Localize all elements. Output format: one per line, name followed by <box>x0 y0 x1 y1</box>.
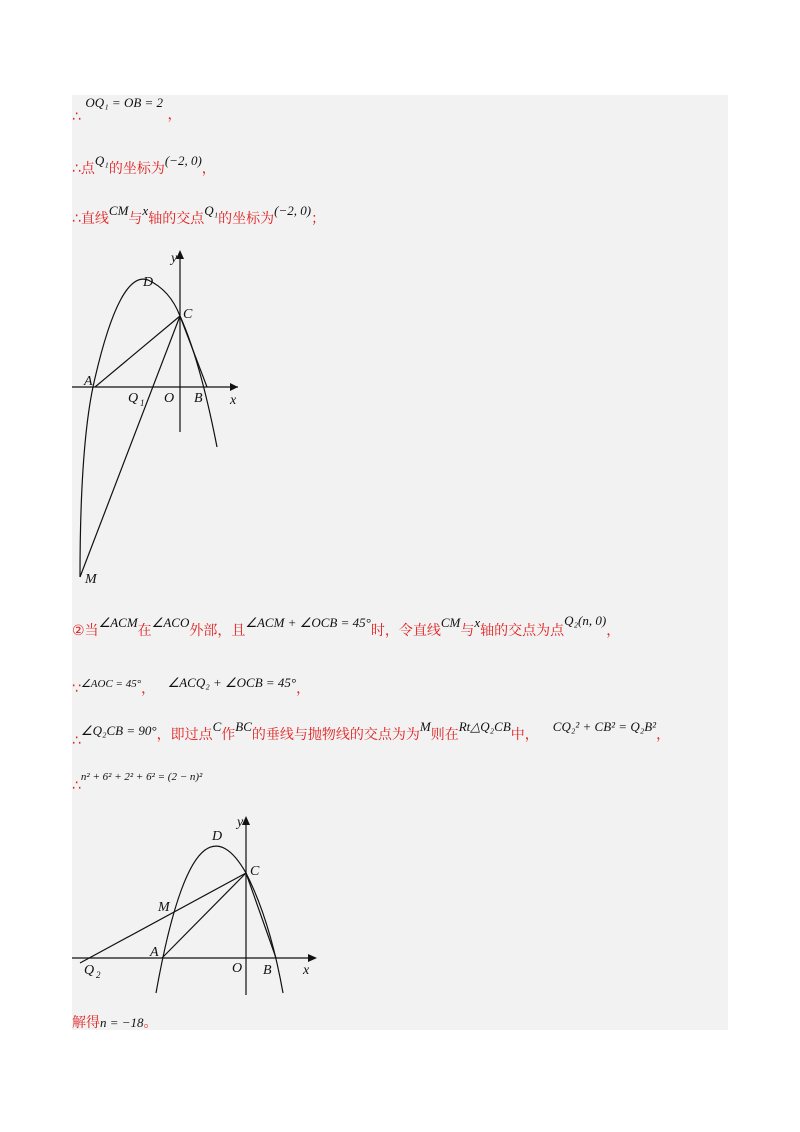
punctuation: ， <box>296 681 311 697</box>
label-d: D <box>212 829 223 844</box>
math-right-angle: ∠Q₂CB = 90° <box>80 723 157 738</box>
math-q1: Q₁ <box>94 153 109 168</box>
math-coord: (−2, 0) <box>274 203 312 218</box>
figure-2 <box>72 812 322 998</box>
label-y: y <box>171 251 178 266</box>
math-cm: CM <box>440 615 461 630</box>
text: ∴直线 <box>72 211 109 227</box>
text: 在 <box>137 623 152 639</box>
label-c: C <box>183 307 193 322</box>
text: 与 <box>128 211 143 227</box>
label-x: x <box>230 393 237 408</box>
segment-cb <box>246 873 276 958</box>
math-angle-aco: ∠ACO <box>151 615 190 630</box>
label-b: B <box>263 963 272 978</box>
text: 则在 <box>430 727 459 743</box>
math-rt-triangle: Rt△Q₂CB <box>458 719 511 734</box>
label-d: D <box>143 275 154 290</box>
math-condition: ∠ACM + ∠OCB = 45° <box>245 615 371 630</box>
label-a: A <box>84 374 93 389</box>
label-a: A <box>150 945 159 960</box>
label-c: C <box>250 864 260 879</box>
math-angle-acm: ∠ACM <box>98 615 138 630</box>
text: ②当 <box>72 623 99 639</box>
math-m: M <box>419 719 431 734</box>
label-q1: Q <box>128 391 139 406</box>
label-y: y <box>237 815 244 830</box>
punctuation: ， <box>167 107 182 123</box>
math-solution: n = −18 <box>100 1015 144 1030</box>
text: 与 <box>460 623 475 639</box>
line-5 <box>72 672 311 697</box>
label-m: M <box>85 572 97 587</box>
segment-q2c <box>80 873 246 963</box>
punctuation: ； <box>311 211 326 227</box>
punctuation: ， <box>606 623 621 639</box>
line-2 <box>72 153 216 178</box>
line-3 <box>72 203 326 228</box>
math-q2: Q₂(n, 0) <box>564 613 607 628</box>
label-x: x <box>303 963 310 978</box>
x-axis-arrow <box>230 383 238 391</box>
segment-mc <box>80 316 180 577</box>
parabola <box>80 279 217 577</box>
therefore-symbol: ∴ <box>72 778 81 794</box>
math-cm: CM <box>108 203 129 218</box>
punctuation: ， <box>656 727 671 743</box>
text: 解得 <box>72 1015 100 1031</box>
punctuation: ， <box>201 161 216 177</box>
math-angle-sum: ∠ACQ₂ + ∠OCB = 45° <box>167 675 297 690</box>
therefore-symbol: ∴ <box>72 733 81 749</box>
line-8 <box>72 1012 158 1032</box>
text: 轴的交点为点 <box>480 623 565 639</box>
text: 的坐标为 <box>108 161 165 177</box>
label-q2-sub: 2 <box>96 970 101 980</box>
text: 中， <box>510 727 539 743</box>
line-6 <box>72 719 671 749</box>
math-x: x <box>474 615 481 630</box>
therefore-symbol: ∴ <box>72 109 81 125</box>
math-coord: (−2, 0) <box>164 153 202 168</box>
line-1 <box>72 95 182 125</box>
text: 的坐标为 <box>218 211 275 227</box>
text: ∴点 <box>72 161 95 177</box>
math-pythagoras: CQ₂² + CB² = Q₂B² <box>552 719 657 734</box>
label-b: B <box>194 391 203 406</box>
text: 的垂线与抛物线的交点为为 <box>251 727 420 743</box>
math-angle-aoc: ∠AOC = 45° <box>80 678 142 690</box>
because-symbol: ∵ <box>72 681 81 697</box>
equation-oq1-ob: OQ₁ = OB = 2 <box>85 95 164 110</box>
math-q1: Q₁ <box>204 203 219 218</box>
line-7 <box>72 768 203 794</box>
text: 作 <box>221 727 236 743</box>
text: 时，令直线 <box>370 623 441 639</box>
label-q1-sub: 1 <box>140 398 145 408</box>
segment-ac <box>95 316 180 387</box>
math-x: x <box>142 203 149 218</box>
text: 外部，且 <box>189 623 246 639</box>
label-m: M <box>158 900 170 915</box>
figure-1 <box>72 240 252 590</box>
label-o: O <box>232 961 243 976</box>
x-axis-arrow <box>308 954 317 962</box>
line-4 <box>72 613 621 640</box>
punctuation: 。 <box>143 1015 158 1031</box>
label-o: O <box>164 391 175 406</box>
math-equation-n: n² + 6² + 2² + 6² = (2 − n)² <box>80 771 203 783</box>
text: ，即过点 <box>156 727 213 743</box>
math-c: C <box>212 719 222 734</box>
segment-cb <box>180 316 207 387</box>
label-q2: Q <box>84 963 95 978</box>
segment-ac <box>162 873 246 958</box>
math-bc: BC <box>235 719 252 734</box>
text: 轴的交点 <box>148 211 205 227</box>
punctuation: ， <box>141 681 156 697</box>
